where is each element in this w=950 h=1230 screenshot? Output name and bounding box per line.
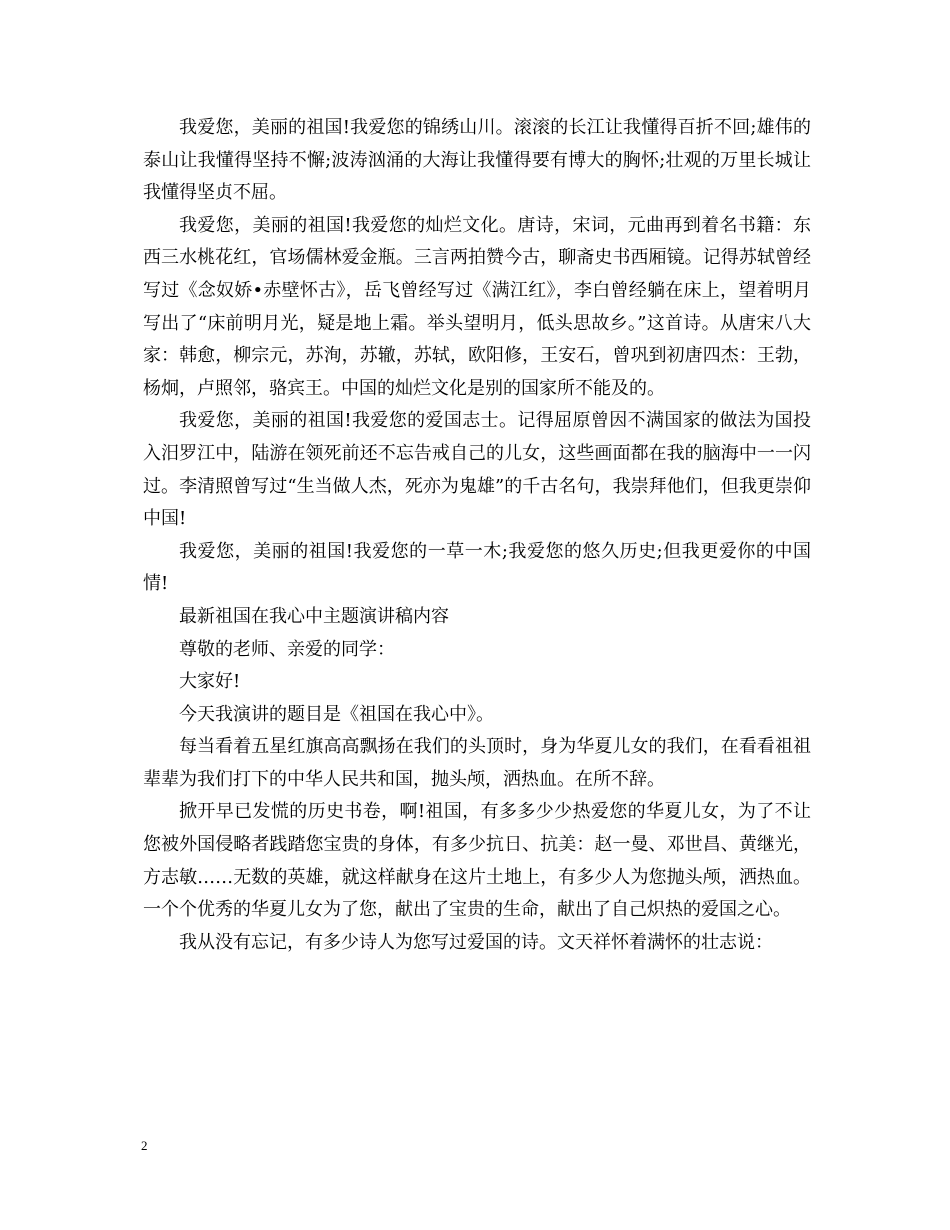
document-page: [143, 112, 811, 959]
paragraph-11: 我从没有忘记，有多少诗人为您写过爱国的诗。文天祥怀着满怀的壮志说：: [179, 931, 773, 953]
section-title: 最新祖国在我心中主题演讲稿内容: [179, 605, 449, 627]
paragraph-10: 掀开早已发慌的历史书卷，啊!祖国，有多多少少热爱您的华夏儿女，为了不让您被外国侵略者践踏您宝贵的身体，有多少抗日、抗美：赵一曼、邓世昌、黄继光，方志敏……无数的英雄，就这样献身在这片土地上，有多少人为您抛头颅，洒热血。一个个优秀的华夏儿女为了您，献出了宝贵的生命，献出了自己炽热的爱国之心。: [143, 801, 811, 921]
page-number: 2: [141, 1138, 148, 1153]
salutation: 尊敬的老师、亲爱的同学：: [179, 638, 395, 660]
greeting: 大家好!: [179, 671, 241, 693]
paragraph-1: 我爱您，美丽的祖国!我爱您的锦绣山川。滚滚的长江让我懂得百折不回;雄伟的泰山让我懂得坚持不懈;波涛汹涌的大海让我懂得要有博大的胸怀;壮观的万里长城让我懂得坚贞不屈。: [143, 117, 811, 204]
paragraph-4: 我爱您，美丽的祖国!我爱您的一草一木;我爱您的悠久历史;但我更爱你的中国情!: [143, 540, 811, 595]
paragraph-3: 我爱您，美丽的祖国!我爱您的爱国志士。记得屈原曾因不满国家的做法为国投入汨罗江中，陆游在领死前还不忘告戒自己的儿女，这些画面都在我的脑海中一一闪过。李清照曾写过“生当做人杰，死亦为鬼雄”的千古名句，我崇拜他们，但我更崇仰中国!: [143, 410, 811, 530]
paragraph-2: 我爱您，美丽的祖国!我爱您的灿烂文化。唐诗，宋词，元曲再到着名书籍：东西三水桃花红，官场儒林爱金瓶。三言两拍赞今古，聊斋史书西厢镜。记得苏轼曾经写过《念奴娇•赤壁怀古》，岳飞曾经写过《满江红》，李白曾经躺在床上，望着明月写出了“床前明月光，疑是地上霜。举头望明月，低头思故乡。”这首诗。从唐宋八大家：韩愈，柳宗元，苏洵，苏辙，苏轼，欧阳修，王安石，曾巩到初唐四杰：王勃，杨炯，卢照邻，骆宾王。中国的灿烂文化是别的国家所不能及的。: [143, 214, 811, 399]
speech-topic: 今天我演讲的题目是《祖国在我心中》。: [179, 703, 494, 725]
paragraph-9: 每当看着五星红旗高高飘扬在我们的头顶时，身为华夏儿女的我们，在看看祖祖辈辈为我们打下的中华人民共和国，抛头颅，洒热血。在所不辞。: [143, 736, 811, 790]
